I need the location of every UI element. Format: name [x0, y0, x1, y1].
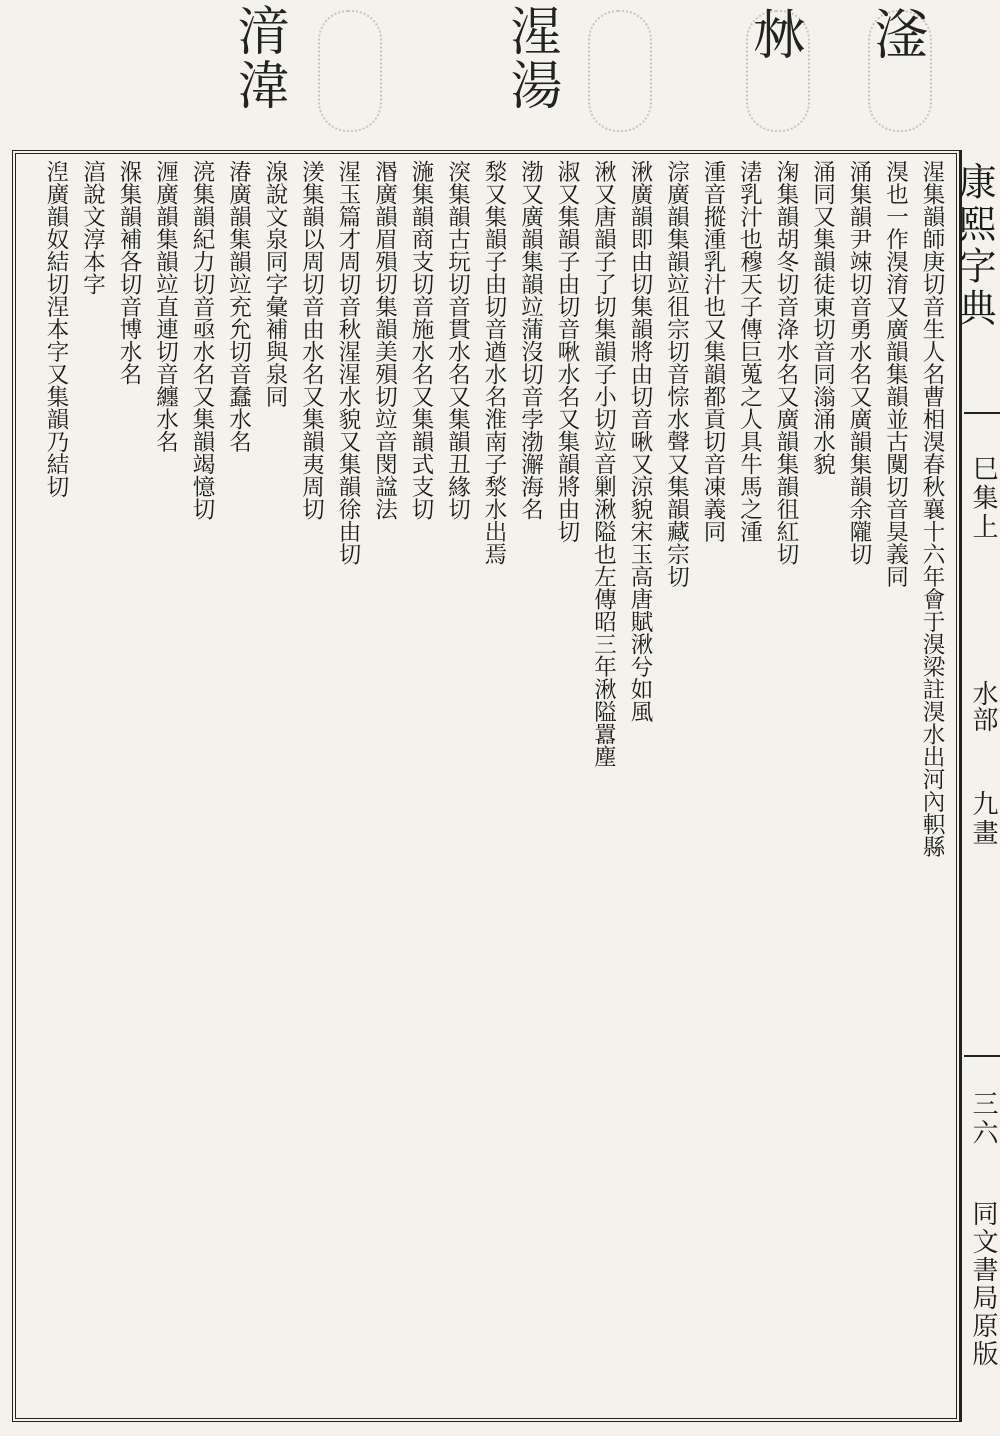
text-column: 湨也一作湨淯又廣韻集韻並古闃切音狊義同 [882, 160, 909, 588]
seal-script-header [0, 0, 1000, 140]
dictionary-page-body [12, 150, 960, 1422]
text-column: 淗集韻胡冬切音洚水名又廣韻集韻徂紅切 [773, 160, 799, 565]
text-column: 湻說文淳本字 [79, 160, 106, 295]
page-number: 三六 [968, 1090, 998, 1148]
text-column: 湹廣韻集韻竝直連切音纏水名 [152, 160, 179, 453]
text-column: 湣廣韻眉殞切集韻美殞切竝音閔諡法 [371, 160, 398, 520]
text-column: 湺集韻補各切音博水名 [116, 160, 142, 385]
text-column: 淑又集韻子由切音啾水名又集韻將由切 [554, 160, 580, 543]
text-column: 淙廣韻集韻竝徂宗切音悰水聲又集韻藏宗切 [663, 160, 690, 588]
divider [964, 412, 1000, 414]
seal-glyph: 沝 [744, 6, 807, 62]
seal-glyph: 滏 [866, 6, 929, 62]
text-column: 涌集韻尹竦切音勇水名又廣韻集韻余隴切 [846, 160, 872, 565]
text-column: 湸集韻紀力切音亟水名又集韻竭憶切 [189, 160, 215, 520]
seal-frame [318, 10, 382, 132]
text-column: 湫廣韻即由切集韻將由切音啾又涼貌宋玉高唐賦湫兮如風 [627, 160, 653, 723]
text-column: 湱乳汁也穆天子傳巨蒐之人具牛馬之湩 [736, 160, 763, 543]
publisher-label: 同文書局原版 [968, 1200, 998, 1368]
seal-glyph: 湇湋 [228, 4, 288, 112]
divider [964, 1055, 1000, 1057]
text-column: 涌同又集韻徒東切音同滃涌水貌 [809, 160, 836, 475]
text-column: 湵集韻以周切音由水名又集韻夷周切 [298, 160, 325, 520]
text-column: 湩音摐湩乳汁也又集韻都貢切音凍義同 [700, 160, 726, 543]
seal-glyph: 湦湯 [501, 4, 561, 112]
text-column: 湦玉篇才周切音秋湦湦水貌又集韻徐由切 [335, 160, 361, 565]
text-column: 湫又唐韻子了切集韻子小切竝音剿湫隘也左傳昭三年湫隘囂塵 [590, 160, 617, 768]
text-column: 湥集韻古玩切音貫水名又集韻丑緣切 [444, 160, 471, 520]
volume-label: 巳集上 [968, 455, 998, 542]
text-column: 湷廣韻集韻竝充允切音蠢水名 [225, 160, 252, 453]
text-column: 湼廣韻奴結切涅本字又集韻乃結切 [43, 160, 69, 498]
text-columns [22, 160, 950, 1412]
book-title: 康熙字典 [952, 162, 996, 330]
radical-label: 水部 [968, 680, 998, 732]
text-column: 湶說文泉同字彙補與泉同 [262, 160, 288, 408]
seal-frame [588, 10, 652, 132]
text-column: 湬又集韻子由切音遒水名淮南子湬水出焉 [481, 160, 507, 565]
text-column: 湦集韻師庚切音生人名曹相湨春秋襄十六年會于湨梁註湨水出河內軹縣 [919, 160, 945, 858]
running-head [952, 150, 1000, 1422]
stroke-count-label: 九畫 [968, 790, 998, 848]
text-column: 渤又廣韻集韻竝蒲沒切音孛渤澥海名 [517, 160, 544, 520]
text-column: 湤集韻商支切音施水名又集韻式支切 [408, 160, 434, 520]
